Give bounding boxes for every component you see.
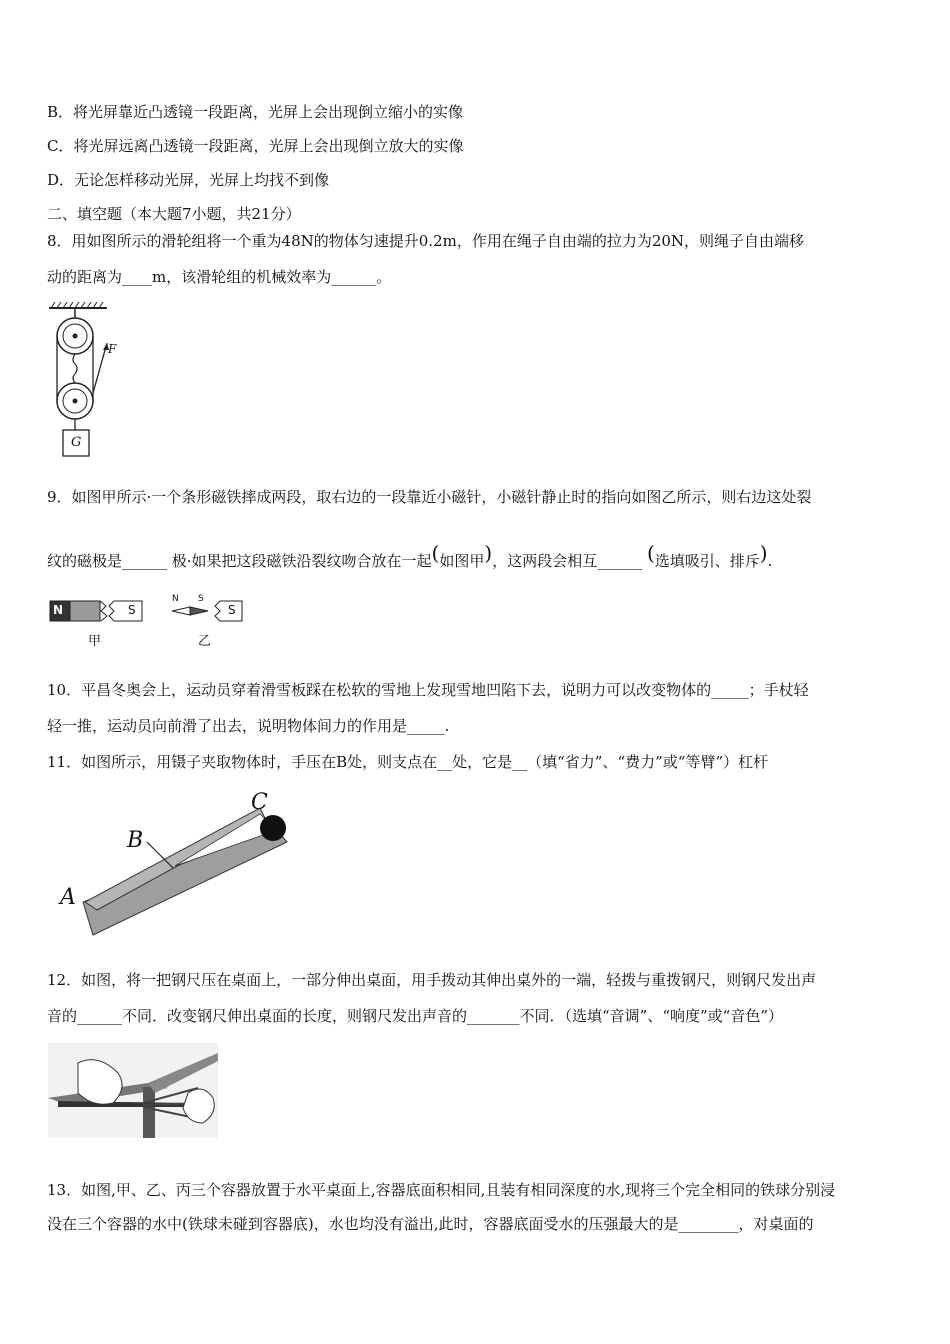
- magnet-figure: [48, 594, 248, 649]
- needle-n-label: N: [172, 594, 179, 604]
- q11-line1: 11．如图所示，用镊子夹取物体时，手压在B处，则支点在__处，它是__（填“省力”、“费力”或“等臂”）杠杆: [47, 753, 769, 771]
- q9-line2-part3: ，这两段会相互______: [492, 552, 647, 570]
- q9-line2: [47, 541, 773, 571]
- q9-line1: 9．如图甲所示·一个条形磁铁摔成两段，取右边的一段靠近小磁针，小磁针静止时的指向如图乙所示，则右边这处裂: [47, 488, 812, 506]
- q13-line2: 没在三个容器的水中(铁球未碰到容器底)，水也均没有溢出,此时，容器底面受水的压强最大的是________，对桌面的: [47, 1215, 814, 1233]
- weight-label: G: [71, 435, 82, 450]
- q9-paren-open: (: [431, 541, 440, 565]
- q13-line1: 13．如图,甲、乙、丙三个容器放置于水平桌面上,容器底面积相同,且装有相同深度的水,现将三个完全相同的铁球分别浸: [47, 1181, 836, 1199]
- q9-paren-open-2: (: [646, 541, 655, 565]
- ruler-figure: [48, 1043, 218, 1138]
- label-a: A: [60, 885, 76, 910]
- needle-s-label: S: [198, 594, 204, 604]
- q9-line2-part1: 纹的磁极是______ 极·如果把这段磁铁沿裂纹吻合放在一起: [47, 552, 432, 570]
- force-label: F: [108, 342, 117, 356]
- option-c: C．将光屏远离凸透镜一段距离，光屏上会出现倒立放大的实像: [47, 137, 464, 155]
- pulley-figure: [45, 298, 125, 463]
- q12-line2: 音的______不同．改变钢尺伸出桌面的长度，则钢尺发出声音的_______不同．（选填“音调”、“响度”或“音色”）: [47, 1007, 784, 1025]
- option-d: D．无论怎样移动光屏，光屏上均找不到像: [47, 171, 330, 189]
- q9-line2-part4: 选填吸引、排斥: [654, 552, 760, 570]
- caption-yi: 乙: [198, 634, 212, 649]
- label-c: C: [251, 790, 268, 815]
- magnet-s-label: S: [128, 603, 136, 617]
- q8-line1: 8．用如图所示的滑轮组将一个重为48N的物体匀速提升0.2m，作用在绳子自由端的拉力为20N，则绳子自由端移: [47, 232, 805, 250]
- option-b: B．将光屏靠近凸透镜一段距离，光屏上会出现倒立缩小的实像: [47, 103, 464, 121]
- piece-s-label: S: [228, 603, 236, 617]
- section-heading: 二、填空题（本大题7小题，共21分）: [47, 205, 301, 223]
- q12-line1: 12．如图，将一把钢尺压在桌面上，一部分伸出桌面，用手拨动其伸出桌外的一端，轻拨与重拨钢尺，则钢尺发出声: [47, 971, 817, 989]
- q10-line2: 轻一推，运动员向前滑了出去，说明物体间力的作用是_____.: [47, 717, 450, 735]
- q10-line1: 10．平昌冬奥会上，运动员穿着滑雪板踩在松软的雪地上发现雪地凹陷下去，说明力可以改变物体的_____；手杖轻: [47, 681, 809, 699]
- magnet-n-label: N: [53, 603, 64, 617]
- q9-line2-part5: .: [767, 552, 773, 570]
- label-b: B: [127, 828, 144, 853]
- q8-line2: 动的距离为____m，该滑轮组的机械效率为______。: [47, 268, 392, 286]
- q9-paren-close: ): [484, 541, 493, 565]
- tweezers-figure: [55, 790, 295, 940]
- caption-jia: 甲: [88, 634, 102, 649]
- q9-line2-part2: 如图甲: [439, 552, 485, 570]
- q9-paren-close-2: ): [759, 541, 768, 565]
